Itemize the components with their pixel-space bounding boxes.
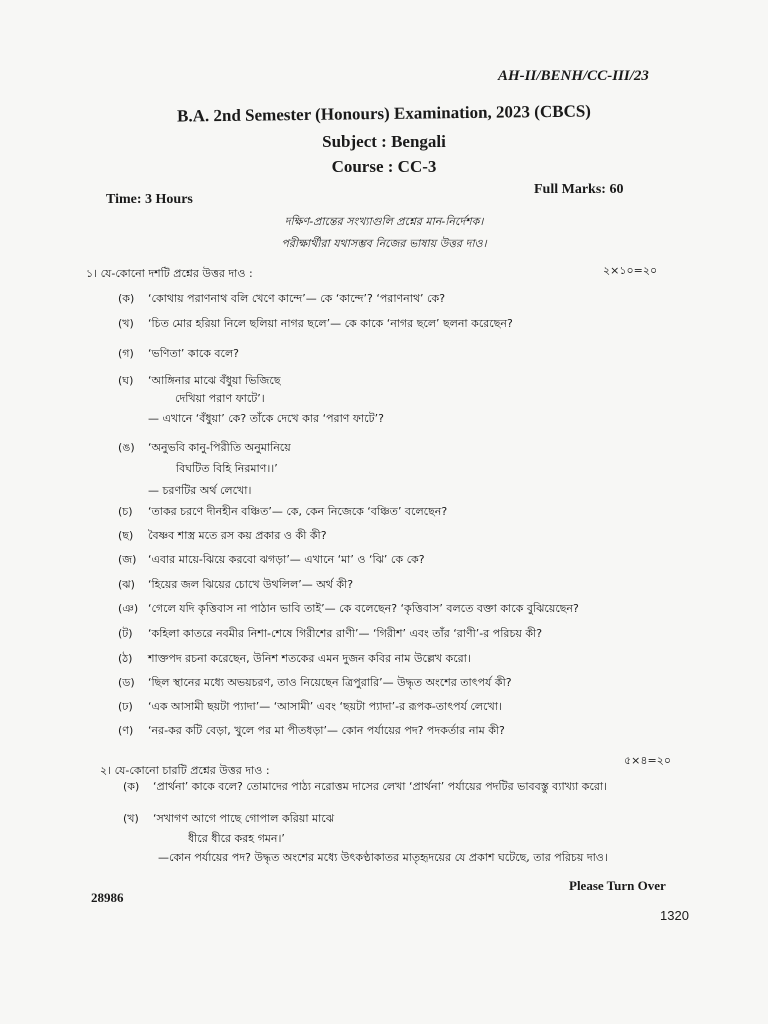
question-label: (জ) — [118, 553, 137, 566]
question-label: (ণ) — [118, 724, 134, 737]
section-1-number: ১। — [86, 267, 98, 280]
subject-line: Subject : Bengali — [322, 132, 446, 151]
question-1-dda — [118, 674, 512, 693]
question-2-kha — [123, 810, 334, 829]
question-text: ‘এবার মায়ে-ঝিয়ে করবো ঝগড়া’— এখানে ‘মা’ ও ‘ঝি’ কে কে? — [148, 553, 425, 566]
question-label: (খ) — [123, 812, 139, 825]
question-text: বৈষ্ণব শাস্ত্র মতে রস কয় প্রকার ও কী কী? — [148, 529, 327, 542]
question-1-gha-line-3: — এখানে ‘বঁধুয়া’ কে? তাঁকে দেখে কার ‘পরাণ ফাটে’? — [148, 412, 384, 425]
question-text: ‘আঙ্গিনার মাঝে বঁধুয়া ভিজিছে — [148, 374, 281, 387]
section-1-instruction: যে-কোনো দশটি প্রশ্নের উত্তর দাও : — [100, 267, 253, 280]
question-2-ka — [123, 778, 607, 797]
question-text: ‘কোথায় পরাণনাথ বলি খেণে কান্দে’— কে ‘কান্দে’? ‘পরাণনাথ’ কে? — [148, 292, 446, 305]
instruction-own-words: পরীক্ষার্থীরা যথাসম্ভব নিজের ভাষায় উত্তর দাও। — [281, 237, 487, 250]
question-1-ja — [118, 551, 425, 570]
question-text: শাক্তপদ রচনা করেছেন, উনিশ শতকের এমন দুজন কবির নাম উল্লেখ করো। — [148, 652, 471, 665]
question-text: ‘ছিল স্থানের মধ্যে অভয়চরণ, তাও নিয়েছেন ত্রিপুরারি’— উদ্ধৃত অংশের তাৎপর্য কী? — [148, 676, 512, 689]
question-1-ttha — [118, 650, 471, 669]
question-label: (ট) — [118, 627, 133, 640]
section-1-marks: ২×১০=২০ — [603, 264, 658, 277]
question-label: (ঞ) — [118, 602, 139, 615]
page-id: 28986 — [91, 890, 124, 905]
question-text: ‘ভণিতা’ কাকে বলে? — [148, 347, 240, 360]
sheet-number: 1320 — [660, 908, 689, 923]
question-text: ‘সখাগণ আগে পাছে গোপাল করিয়া মাঝে — [153, 812, 335, 825]
question-text: ‘নর-কর কটি বেড়া, খুলে পর মা পীতধড়া’— কোন পর্যায়ের পদ? পদকর্তার নাম কী? — [148, 724, 505, 737]
question-1-tta — [118, 625, 542, 644]
question-1-nya — [118, 600, 579, 619]
question-1-jha — [118, 576, 353, 595]
question-text: ‘কহিলা কাতরে নবমীর নিশা-শেষে গিরীশের রাণী’— ‘গিরীশ’ এবং তাঁর ‘রাণী’-র পরিচয় কী? — [148, 627, 543, 640]
question-2-kha-line-2: ধীরে ধীরে করহ গমন।’ — [188, 832, 285, 845]
question-label: (গ) — [118, 347, 134, 360]
question-text: ‘গেলে যদি কৃত্তিবাস না পাঠান ভাবি তাই’— কে বলেছেন? ‘কৃত্তিবাস’ বলতে বক্তা কাকে বুঝিয়েছেন? — [148, 602, 579, 615]
question-text: ‘হিয়ের জল ঝিয়ের চোখে উথলিল’— অর্থ কী? — [148, 578, 354, 591]
question-label: (ঢ) — [118, 700, 133, 713]
section-2-instruction: যে-কোনো চারটি প্রশ্নের উত্তর দাও : — [114, 764, 270, 777]
question-label: (চ) — [118, 505, 133, 518]
section-2-number: ২। — [100, 764, 112, 777]
question-text: ‘অনুভবি কানু-পিরীতি অনুমানিয়ে — [148, 441, 291, 454]
question-label: (ড) — [118, 676, 135, 689]
question-label: (খ) — [118, 317, 134, 330]
question-1-gha-line-2: দেখিয়া পরাণ ফাটে’। — [175, 392, 265, 405]
please-turn-over: Please Turn Over — [569, 878, 666, 893]
exam-title: B.A. 2nd Semester (Honours) Examination, 2023 (CBCS) — [176, 101, 592, 126]
question-text: ‘চিত মোর হরিয়া নিলে ছলিয়া নাগর ছলে’— কে কাকে ‘নাগর ছলে’ ছলনা করেছেন? — [148, 317, 513, 330]
question-2-kha-line-3: —কোন পর্যায়ের পদ? উদ্ধৃত অংশের মধ্যে উৎকণ্ঠাকাতর মাতৃহৃদয়ের যে প্রকাশ ঘটেছে, তার পরিচয় দাও। — [158, 851, 608, 864]
paper-code: AH-II/BENH/CC-III/23 — [498, 68, 649, 84]
question-1-uma-line-3: — চরণটির অর্থ লেখো। — [148, 484, 252, 497]
question-text: ‘এক আসামী ছয়টা প্যাদা’— ‘আসামী’ এবং ‘ছয়টা প্যাদা’-র রূপক-তাৎপর্য লেখো। — [148, 700, 502, 713]
question-1-cha — [118, 503, 447, 522]
section-2-marks: ৫×৪=২০ — [624, 754, 672, 767]
question-1-gha — [118, 372, 280, 391]
question-1-ka — [118, 290, 445, 309]
question-label: (ক) — [123, 780, 140, 793]
course-line: Course : CC-3 — [331, 157, 437, 176]
question-label: (ঝ) — [118, 578, 135, 591]
question-1-uma-line-2: বিঘটিত বিহি নিরমাণ।।’ — [176, 462, 278, 475]
question-label: (ঘ) — [118, 374, 134, 387]
question-label: (ঙ) — [118, 441, 135, 454]
question-text: ‘প্রার্থনা’ কাকে বলে? তোমাদের পাঠ্য নরোত্তম দাসের লেখা ‘প্রার্থনা’ পর্যায়ের পদটির ভাববস্তু ব্যাখ্যা করো। — [153, 780, 608, 793]
full-marks: Full Marks: 60 — [534, 182, 624, 197]
question-1-chha — [118, 527, 327, 546]
question-label: (ঠ) — [118, 652, 133, 665]
question-1-uma — [118, 439, 291, 458]
question-label: (ছ) — [118, 529, 134, 542]
question-1-ddha — [118, 698, 502, 717]
question-1-nna — [118, 722, 505, 741]
instruction-marks-note: দক্ষিণ-প্রান্তের সংখ্যাগুলি প্রশ্নের মান-নির্দেশক। — [284, 215, 484, 228]
question-label: (ক) — [118, 292, 135, 305]
question-text: ‘তাকর চরণে দীনহীন বঞ্চিত’— কে, কেন নিজেকে ‘বঞ্চিত’ বলেছেন? — [148, 505, 448, 518]
time-allowed: Time: 3 Hours — [106, 192, 193, 207]
question-1-ga — [118, 345, 239, 364]
question-1-kha — [118, 315, 513, 334]
section-1-heading — [86, 265, 253, 284]
